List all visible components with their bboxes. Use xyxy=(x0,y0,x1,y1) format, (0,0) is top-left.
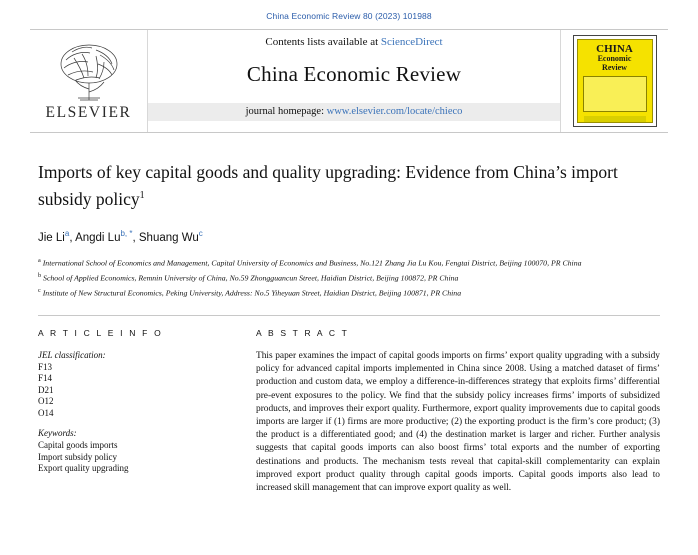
author-item[interactable] xyxy=(138,228,203,244)
keyword-item: Import subsidy policy xyxy=(38,451,117,462)
publisher-logo xyxy=(30,30,148,132)
author-list: Jie Li$^a$, Angdi $Lu^{b, *}$, Shuang Wu$^c$ xyxy=(38,228,203,244)
info-spacer xyxy=(38,419,228,428)
title-block xyxy=(38,161,660,299)
affiliation-item xyxy=(38,286,660,299)
sciencedirect-link[interactable]: ScienceDirect xyxy=(380,36,443,48)
author-item[interactable] xyxy=(38,228,70,244)
affiliation-item xyxy=(38,256,660,269)
cover-title xyxy=(596,44,633,72)
journal-homepage-bar xyxy=(148,103,560,121)
author-affiliation-marker[interactable]: c xyxy=(198,228,203,238)
affiliation-text: School of Applied Economics, Remnin University of China, No.59 Zhongguancun Street, Haidian District, Beijing 100872, PR China xyxy=(43,273,459,283)
cover-title-line2: Economic xyxy=(597,54,632,63)
homepage-prefix: journal homepage: xyxy=(245,106,327,117)
contents-line xyxy=(265,36,442,48)
jel-code: D21 xyxy=(38,384,54,395)
keywords-label: Keywords: xyxy=(38,428,77,439)
affiliation-text: Institute of New Structural Economics, Peking University, Address: No.5 Yiheyuan Street, Haidian District, Beijing 100871, PR China xyxy=(42,288,462,298)
journal-title: China Economic Review xyxy=(246,62,462,86)
article-info-column xyxy=(38,328,228,495)
jel-code: F14 xyxy=(38,373,53,384)
publisher-name: ELSEVIER xyxy=(45,104,132,121)
abstract-text: This paper examines the impact of capital goods imports on firms’ export quality upgrading with a subsidy policy for advanced capital imports implemented in China since 2008. Using a matched dataset of firms’ production and custom data, we employ a difference-in-differences strategy that exploits firms’ differential pre-event exposures to the policy. We find that the subsidy policy increases firms’ imports of subsidized products, and improves their export quality. Furthermore, export quality improvements due to capital goods imports are larger if (1) firms are more productive; (2) the exporting product is the firm’s core product; (3) the product is a differentiated good; and (4) the destination market is larger and richer. Further analysis suggests that capital goods imports can also boost firms’ total exports and the number of exporting destinations and products. The mechanism tests reveal that capital-skill complementarity can explain improved export product quality through capital goods imports. Capital goods imports also lead to increased skill management that can improve export quality as well. xyxy=(256,350,660,493)
jel-code: O12 xyxy=(38,396,54,407)
affiliation-marker: b xyxy=(38,271,42,279)
elsevier-tree-icon xyxy=(52,42,126,106)
cover-artwork xyxy=(583,76,647,112)
article-title xyxy=(38,161,660,211)
author-affiliation-marker[interactable]: a xyxy=(64,228,70,238)
journal-cover-wrap xyxy=(560,30,668,132)
author-affiliation-marker[interactable]: b, * xyxy=(120,228,133,238)
journal-homepage-link[interactable]: www.elsevier.com/locate/chieco xyxy=(326,106,463,117)
jel-code: O14 xyxy=(38,407,54,418)
affiliation-marker: a xyxy=(38,256,41,264)
journal-cover-image xyxy=(573,35,657,127)
jel-classification-label: JEL classification: xyxy=(38,349,106,360)
cover-title-line1: CHINA xyxy=(596,43,633,55)
author-name: Shuang Wu xyxy=(138,231,199,244)
contents-prefix: Contents lists available at xyxy=(265,36,381,48)
journal-masthead xyxy=(30,29,668,133)
author-item[interactable] xyxy=(75,228,133,244)
author-name: Jie Li xyxy=(38,231,65,244)
cover-title-line3: Review xyxy=(602,63,627,72)
jel-code: F13 xyxy=(38,361,53,372)
author-name: Angdi Lu xyxy=(75,231,121,244)
keyword-item: Capital goods imports xyxy=(38,440,118,451)
info-abstract-row xyxy=(38,315,660,495)
cover-footer-band xyxy=(584,116,646,122)
abstract-heading: A B S T R A C T xyxy=(256,327,350,338)
abstract-column xyxy=(256,328,660,495)
affiliation-marker: c xyxy=(38,286,41,294)
affiliation-item xyxy=(38,271,660,284)
title-footnote-marker[interactable]: 1 xyxy=(139,190,145,201)
affiliation-list xyxy=(38,256,660,299)
article-info-heading: A R T I C L E I N F O xyxy=(38,327,163,338)
running-head: China Economic Review 80 (2023) 101988 xyxy=(266,11,432,21)
keyword-item: Export quality upgrading xyxy=(38,463,129,474)
affiliation-text: International School of Economics and Management, Capital University of Economics and Business, No.121 Zhang Jia Lu Kou, Fengtai District, Beijing 100070, PR China xyxy=(42,258,582,268)
article-title-text: Imports of key capital goods and quality upgrading: Evidence from China’s import subsidy policy xyxy=(38,162,618,209)
masthead-center xyxy=(148,30,560,132)
